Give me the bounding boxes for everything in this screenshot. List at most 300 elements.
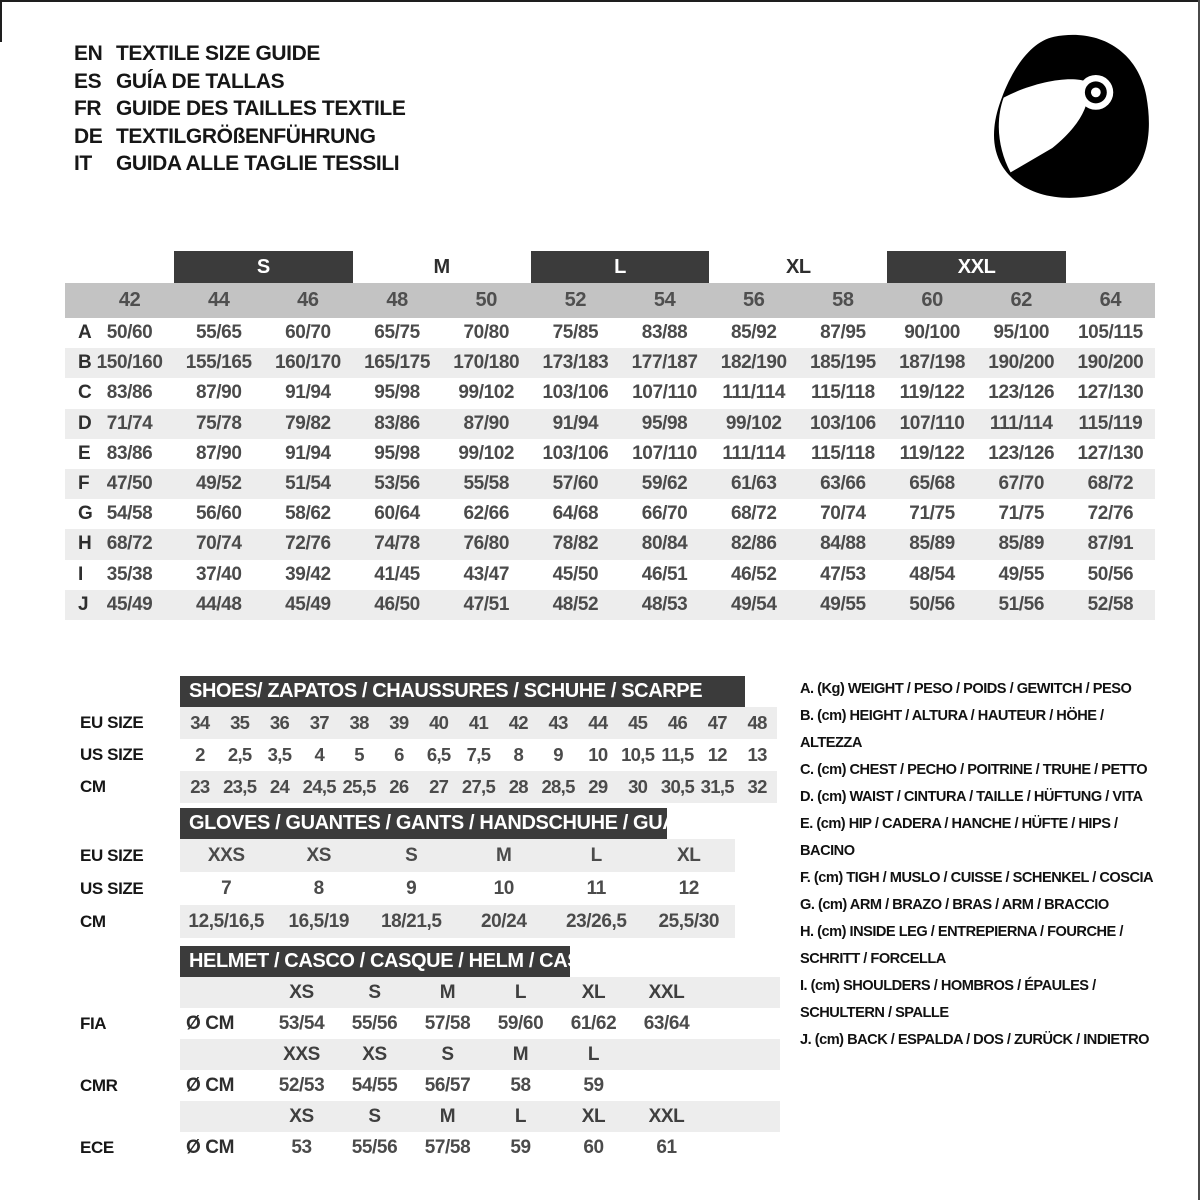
- size-cell: M: [439, 981, 456, 1003]
- table-row: [65, 378, 1155, 408]
- size-cell: 48/53: [641, 593, 688, 615]
- row-label: US SIZE: [80, 745, 144, 764]
- helmet-standard-section: [65, 977, 780, 1039]
- size-cell: 65/68: [909, 473, 955, 495]
- size-cell: 75/78: [195, 412, 242, 434]
- size-cell: 49/55: [998, 563, 1045, 585]
- size-cell: 170/180: [453, 352, 520, 374]
- size-cell: 85/89: [909, 533, 955, 555]
- size-cell: 45/49: [106, 593, 153, 615]
- size-cell: 53/56: [374, 473, 420, 495]
- size-cell: 70/80: [463, 322, 510, 344]
- size-cell: 4: [314, 744, 325, 765]
- helmet-table: [65, 946, 780, 1163]
- size-cell: 79/82: [285, 412, 331, 434]
- language-code: FR: [74, 97, 102, 120]
- size-cell: 16,5/19: [288, 910, 350, 932]
- title-language-row: [74, 150, 405, 178]
- size-cell: 85/92: [730, 322, 777, 344]
- size-cell: 99/102: [458, 382, 515, 404]
- size-cell: 12,5/16,5: [188, 910, 265, 932]
- row-values: [265, 982, 703, 1004]
- size-cell: 59: [510, 1136, 531, 1158]
- size-cell: 71/75: [909, 503, 955, 525]
- size-cell: 38: [349, 712, 369, 733]
- size-column-header: 46: [297, 289, 319, 311]
- size-cell: S: [405, 844, 418, 866]
- size-cell: 68/72: [730, 503, 777, 525]
- size-cell: 8: [313, 877, 324, 899]
- table-row: [65, 905, 780, 938]
- size-cell: 55/58: [463, 473, 510, 495]
- size-cell: 63/64: [643, 1012, 690, 1034]
- row-letter: E: [78, 442, 91, 464]
- size-cell: XL: [677, 844, 701, 866]
- row-values: [265, 1044, 703, 1066]
- size-cell: 42: [508, 712, 528, 733]
- size-cell: 60/70: [285, 322, 331, 344]
- size-cell: 30: [628, 776, 648, 797]
- size-cell: 28,5: [541, 776, 575, 797]
- size-cell: 47: [707, 712, 727, 733]
- row-values: [180, 707, 777, 739]
- size-cell: S: [441, 1043, 454, 1065]
- size-cell: 35: [230, 712, 250, 733]
- sizes-strip: [180, 977, 780, 1008]
- title-language-list: [74, 40, 405, 178]
- shoes-table: [65, 676, 780, 803]
- size-cell: 34: [190, 712, 210, 733]
- size-cell: 107/110: [632, 442, 697, 464]
- size-cell: 72/76: [285, 533, 331, 555]
- language-code: IT: [74, 152, 92, 175]
- row-values: [265, 1075, 703, 1097]
- size-cell: 49/55: [820, 593, 866, 615]
- size-cell: 87/91: [1087, 533, 1134, 555]
- size-cell: 65/75: [374, 322, 420, 344]
- size-cell: 85/89: [998, 533, 1045, 555]
- size-cell: 91/94: [552, 412, 599, 434]
- helmet-table-title: HELMET / CASCO / CASQUE / HELM / CASCO: [180, 946, 570, 977]
- size-cell: 187/198: [899, 352, 966, 374]
- size-cell: 190/200: [1077, 352, 1144, 374]
- helmet-sizes-row: [65, 1101, 780, 1132]
- size-cell: 83/86: [374, 412, 420, 434]
- table-row: [65, 739, 780, 771]
- size-cell: 2,5: [227, 744, 252, 765]
- size-cell: 10: [588, 744, 608, 765]
- size-cell: 61/63: [730, 473, 777, 495]
- helmet-values-row: [65, 1008, 780, 1039]
- size-column-header: 42: [118, 289, 141, 311]
- helmet-standard-section: [65, 1101, 780, 1163]
- size-cell: 37/40: [195, 563, 242, 585]
- size-cell: 49/52: [195, 473, 242, 495]
- size-cell: 90/100: [904, 322, 960, 344]
- size-cell: 10: [493, 877, 514, 899]
- size-cell: 12: [678, 877, 699, 899]
- size-cell: 46/52: [730, 563, 777, 585]
- size-cell: L: [587, 1043, 600, 1065]
- size-cell: 39: [389, 712, 409, 733]
- size-cell: 115/118: [811, 382, 875, 404]
- helmet-sizes-row: [65, 1039, 780, 1070]
- size-cell: XXS: [283, 1043, 320, 1065]
- legend-item: G. (cm) ARM / BRAZO / BRAS / ARM / BRACCIO: [800, 897, 1109, 913]
- size-columns-band: [65, 283, 1155, 318]
- size-group-xl: XL: [785, 256, 811, 278]
- size-cell: 24: [269, 776, 290, 797]
- size-cell: 53/54: [278, 1012, 325, 1034]
- size-cell: 103/106: [542, 382, 609, 404]
- size-cell: 190/200: [988, 352, 1055, 374]
- size-cell: 10,5: [621, 744, 655, 765]
- size-cell: 103/106: [542, 442, 609, 464]
- size-cell: 54/58: [106, 503, 153, 525]
- size-cell: 48: [747, 712, 767, 733]
- size-cell: 83/86: [106, 442, 153, 464]
- row-values: [180, 872, 735, 905]
- table-row: [65, 439, 1155, 469]
- size-cell: 7,5: [466, 744, 491, 765]
- size-cell: 155/165: [185, 352, 252, 374]
- size-cell: 99/102: [458, 442, 515, 464]
- size-cell: 47/51: [463, 593, 510, 615]
- size-cell: 82/86: [730, 533, 777, 555]
- helmet-sizes-row: [65, 977, 780, 1008]
- size-cell: 43: [548, 712, 568, 733]
- table-row: [65, 348, 1155, 378]
- frame-border-top: [0, 0, 1200, 2]
- size-cell: 182/190: [720, 352, 787, 374]
- size-cell: 107/110: [632, 382, 697, 404]
- row-letter: I: [78, 563, 83, 585]
- frame-border-left: [0, 0, 2, 42]
- title-language-row: [74, 68, 405, 96]
- size-cell: 44/48: [195, 593, 242, 615]
- size-cell: 68/72: [1087, 473, 1134, 495]
- size-cell: 177/187: [631, 352, 698, 374]
- gloves-rows: [65, 839, 780, 938]
- row-label: EU SIZE: [80, 713, 144, 732]
- size-cell: 62/66: [463, 503, 510, 525]
- size-cell: 95/100: [993, 322, 1050, 344]
- size-column-header: 48: [386, 289, 408, 311]
- legend-item: I. (cm) SHOULDERS / HOMBROS / ÉPAULES / SCHULTERN / SPALLE: [800, 978, 1096, 1021]
- table-row: [65, 469, 1155, 499]
- legend-item: C. (cm) CHEST / PECHO / POITRINE / TRUHE / PETTO: [800, 762, 1148, 778]
- size-cell: 56/57: [424, 1074, 471, 1096]
- size-cell: 57/58: [424, 1012, 471, 1034]
- size-cell: L: [590, 844, 602, 866]
- row-letter: A: [78, 322, 92, 344]
- size-cell: 58: [510, 1074, 531, 1096]
- row-values: [180, 739, 777, 771]
- size-cell: 58/62: [285, 503, 331, 525]
- legend-item: A. (Kg) WEIGHT / PESO / POIDS / GEWITCH / PESO: [800, 681, 1132, 697]
- size-cell: 165/175: [364, 352, 431, 374]
- size-cell: 119/122: [899, 382, 965, 404]
- table-row: [65, 499, 1155, 529]
- size-cell: 56/60: [195, 503, 242, 525]
- size-cell: 74/78: [374, 533, 420, 555]
- row-values: [180, 905, 735, 938]
- title-language-row: [74, 123, 405, 151]
- table-row: [65, 872, 780, 905]
- size-cell: 40: [429, 712, 449, 733]
- size-cell: 32: [747, 776, 767, 797]
- language-code: DE: [74, 124, 103, 148]
- size-cell: 105/115: [1077, 322, 1143, 344]
- size-cell: 26: [389, 776, 409, 797]
- size-cell: 87/90: [463, 412, 510, 434]
- language-title: GUIDA ALLE TAGLIE TESSILI: [116, 152, 400, 175]
- size-cell: 52/53: [278, 1074, 325, 1096]
- size-cell: 60: [583, 1136, 604, 1158]
- row-letter: H: [78, 533, 92, 555]
- size-cell: 44: [588, 712, 608, 733]
- row-letter: C: [78, 382, 92, 404]
- size-group-l: L: [531, 251, 709, 283]
- size-cell: 52/58: [1087, 593, 1134, 615]
- size-cell: 119/122: [899, 442, 965, 464]
- standard-label: ECE: [80, 1137, 114, 1157]
- size-cell: 63/66: [820, 473, 866, 495]
- values-strip: [180, 1008, 780, 1039]
- size-cell: M: [496, 844, 512, 866]
- size-cell: 45: [628, 712, 648, 733]
- size-cell: 55/56: [351, 1136, 398, 1158]
- size-group-m: M: [433, 256, 450, 278]
- textile-size-table: [65, 251, 1155, 620]
- size-cell: 123/126: [988, 442, 1055, 464]
- legend-item: B. (cm) HEIGHT / ALTURA / HAUTEUR / HÖHE / ALTEZZA: [800, 708, 1104, 751]
- size-cell: 60/64: [374, 503, 420, 525]
- size-cell: 61: [656, 1136, 677, 1158]
- standard-label: CMR: [80, 1075, 118, 1095]
- size-cell: 91/94: [285, 382, 331, 404]
- table-row: [65, 318, 1155, 348]
- size-cell: 27: [429, 776, 449, 797]
- size-column-header: 54: [653, 289, 676, 311]
- helmet-standard-section: [65, 1039, 780, 1101]
- size-cell: 23/26,5: [565, 910, 627, 932]
- row-letter: F: [78, 473, 90, 495]
- size-cell: 30,5: [660, 776, 695, 797]
- legend-item: D. (cm) WAIST / CINTURA / TAILLE / HÜFTUNG / VITA: [800, 789, 1143, 805]
- size-cell: 31,5: [700, 776, 734, 797]
- size-cell: S: [368, 981, 381, 1003]
- size-cell: 127/130: [1077, 382, 1144, 404]
- table-row: [65, 409, 1155, 439]
- size-cell: 67/70: [998, 473, 1045, 495]
- size-cell: 29: [588, 776, 608, 797]
- size-cell: 76/80: [463, 533, 510, 555]
- size-cell: 57/60: [552, 473, 599, 495]
- size-cell: 41: [468, 712, 489, 733]
- size-cell: 27,5: [461, 776, 496, 797]
- shoes-rows: [65, 707, 780, 803]
- size-cell: 83/86: [106, 382, 153, 404]
- size-cell: 51/54: [285, 473, 331, 495]
- row-values: [265, 1137, 703, 1159]
- size-cell: 64/68: [552, 503, 599, 525]
- row-letter: G: [78, 503, 93, 525]
- size-cell: 68/72: [106, 533, 153, 555]
- size-cell: 45/50: [552, 563, 599, 585]
- size-cell: 127/130: [1077, 442, 1144, 464]
- size-cell: M: [512, 1043, 529, 1065]
- size-cell: 43/47: [463, 563, 510, 585]
- size-group-s: S: [174, 251, 352, 283]
- size-cell: 72/76: [1087, 503, 1134, 525]
- language-code: ES: [74, 69, 102, 93]
- size-cell: 36: [269, 712, 290, 733]
- size-cell: 47/50: [106, 473, 153, 495]
- size-cell: 59/60: [497, 1012, 544, 1034]
- size-cell: L: [514, 1105, 527, 1127]
- unit-label: Ø CM: [186, 1136, 235, 1158]
- size-cell: 23: [190, 776, 210, 797]
- size-cell: 87/90: [195, 442, 242, 464]
- title-language-row: [74, 95, 405, 123]
- size-cell: 84/88: [820, 533, 866, 555]
- size-cell: 91/94: [285, 442, 331, 464]
- row-label: CM: [80, 777, 106, 796]
- sizes-strip: [180, 1039, 780, 1070]
- size-cell: 11: [586, 877, 606, 899]
- size-cell: 99/102: [725, 412, 782, 434]
- size-cell: 46: [667, 712, 688, 733]
- size-cell: 6: [394, 744, 404, 765]
- size-cell: XXL: [648, 1105, 685, 1127]
- unit-label: Ø CM: [186, 1012, 235, 1034]
- size-column-header: 62: [1010, 289, 1032, 311]
- table-row: [65, 771, 780, 803]
- size-cell: 49/54: [730, 593, 777, 615]
- size-cell: 95/98: [641, 412, 688, 434]
- row-letter: B: [78, 352, 92, 374]
- values-strip: [180, 1070, 780, 1101]
- size-column-header: 44: [208, 289, 230, 311]
- title-language-row: [74, 40, 405, 68]
- size-cell: S: [368, 1105, 381, 1127]
- row-letter: J: [78, 593, 89, 615]
- standard-label: FIA: [80, 1013, 107, 1033]
- size-cell: 50/56: [909, 593, 955, 615]
- row-label: CM: [80, 911, 106, 931]
- size-cell: 70/74: [820, 503, 866, 525]
- measurement-legend: [800, 676, 1165, 1054]
- gloves-table-title: GLOVES / GUANTES / GANTS / HANDSCHUHE / GUANTI: [180, 808, 667, 839]
- table-row: [65, 839, 780, 872]
- size-cell: 111/114: [722, 442, 786, 464]
- size-cell: 83/88: [641, 322, 688, 344]
- size-cell: 66/70: [641, 503, 688, 525]
- size-cell: 2: [195, 744, 205, 765]
- size-cell: 54/55: [351, 1074, 398, 1096]
- size-cell: 160/170: [274, 352, 341, 374]
- size-cell: XS: [306, 844, 332, 866]
- size-cell: 8: [513, 744, 524, 765]
- size-column-header: 58: [832, 289, 854, 311]
- size-column-header: 50: [475, 289, 497, 311]
- table-row: [65, 560, 1155, 590]
- size-cell: 46/50: [374, 593, 420, 615]
- legend-item: J. (cm) BACK / ESPALDA / DOS / ZURÜCK / INDIETRO: [800, 1032, 1149, 1048]
- helmet-values-row: [65, 1070, 780, 1101]
- table-row: [65, 590, 1155, 620]
- size-cell: XS: [289, 1105, 314, 1127]
- row-label: US SIZE: [80, 878, 144, 898]
- size-cell: 185/195: [809, 352, 876, 374]
- size-cell: 87/90: [195, 382, 242, 404]
- size-cell: 115/119: [1078, 412, 1143, 434]
- size-cell: 107/110: [899, 412, 965, 434]
- size-cell: 95/98: [374, 382, 420, 404]
- size-cell: 41/45: [374, 563, 420, 585]
- row-values: [265, 1106, 703, 1128]
- size-cell: 25,5: [342, 776, 376, 797]
- shoes-table-title: SHOES/ ZAPATOS / CHAUSSURES / SCHUHE / SCARPE: [180, 676, 745, 707]
- language-title: GUIDE DES TAILLES TEXTILE: [116, 97, 406, 120]
- size-cell: 103/106: [809, 412, 876, 434]
- size-cell: XXL: [648, 981, 685, 1003]
- size-cell: 51/56: [998, 593, 1045, 615]
- size-cell: 95/98: [374, 442, 420, 464]
- size-cell: 11,5: [661, 744, 694, 765]
- size-column-header: 52: [564, 289, 587, 311]
- size-cell: 9: [406, 877, 417, 899]
- size-cell: 9: [553, 744, 563, 765]
- legend-item: F. (cm) TIGH / MUSLO / CUISSE / SCHENKEL / COSCIA: [800, 870, 1154, 886]
- legend-item: H. (cm) INSIDE LEG / ENTREPIERNA / FOURCHE / SCHRITT / FORCELLA: [800, 924, 1123, 967]
- size-cell: 80/84: [641, 533, 688, 555]
- size-cell: 28: [508, 776, 528, 797]
- size-cell: 71/74: [106, 412, 153, 434]
- size-cell: 55/56: [351, 1012, 398, 1034]
- size-cell: 59: [583, 1074, 604, 1096]
- row-values: [180, 839, 735, 872]
- size-cell: 50/60: [106, 322, 153, 344]
- size-cell: 35/38: [106, 563, 153, 585]
- size-cell: 78/82: [552, 533, 599, 555]
- size-cell: 25,5/30: [658, 910, 720, 932]
- size-cell: 24,5: [302, 776, 336, 797]
- size-cell: 7: [221, 877, 232, 899]
- gloves-table: [65, 808, 780, 938]
- values-strip: [180, 1132, 780, 1163]
- size-cell: 39/42: [285, 563, 331, 585]
- size-cell: 45/49: [285, 593, 331, 615]
- size-cell: 123/126: [988, 382, 1055, 404]
- table-row: [65, 707, 780, 739]
- size-cell: 48/52: [552, 593, 599, 615]
- size-group-header: [65, 251, 1155, 283]
- size-group-xxl: XXL: [887, 251, 1065, 283]
- size-cell: 18/21,5: [380, 910, 442, 932]
- size-cell: XXS: [207, 844, 245, 866]
- size-cell: 53: [291, 1136, 312, 1158]
- table-row: [65, 529, 1155, 559]
- unit-label: Ø CM: [186, 1074, 235, 1096]
- size-cell: 50/56: [1087, 563, 1134, 585]
- size-cell: 59/62: [641, 473, 688, 495]
- language-code: EN: [74, 42, 103, 65]
- size-cell: 37: [309, 712, 329, 733]
- sizes-strip: [180, 1101, 780, 1132]
- size-cell: XL: [581, 1105, 606, 1127]
